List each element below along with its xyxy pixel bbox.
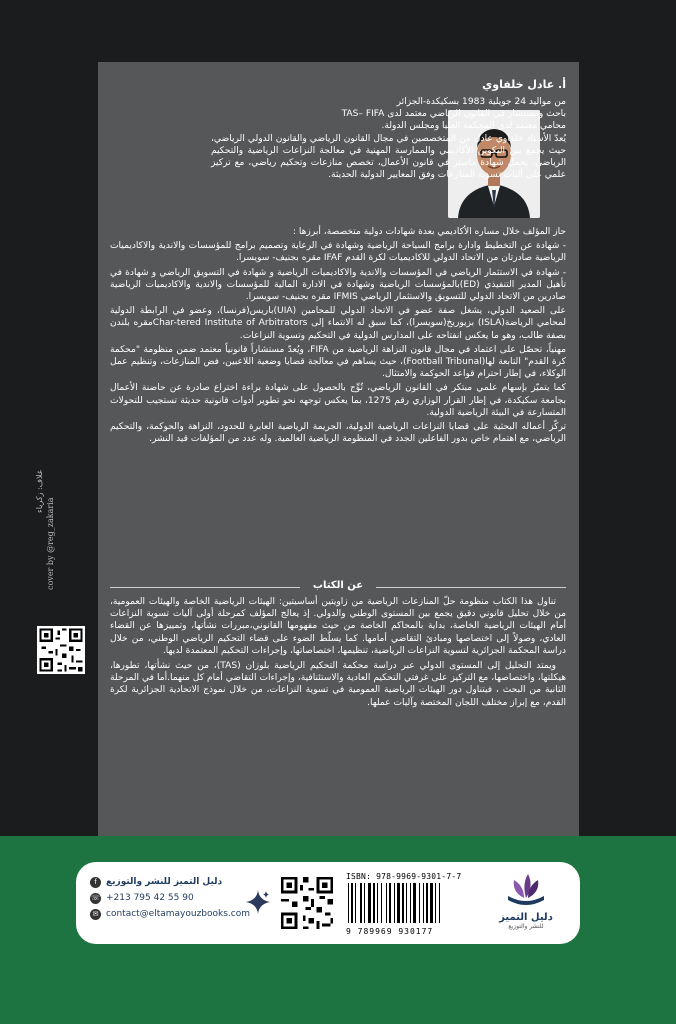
author-bio-top xyxy=(211,96,566,181)
cover-credit-latin: cover by @reg_zakaria xyxy=(46,497,55,590)
author-bio-rest xyxy=(110,226,566,447)
bio-line: يُعدّ الأستاذ خلفاوي عادل من المتخصصين في مجال القانون الرياضي والقانون الدولي الرياضي، حيث يجمع بين التكوين الأكاديمي والممارسة المهنية في معالجة النزاعات الرياضية والتحكيم الرياضي. يحمل شهادة ماستر في قانون الأعمال، تخصص منازعات وتحكيم رياضي، مع تركيز علمي على آليات تسوية المنازعات وفق المعايير الدولية الحديثة. xyxy=(211,133,566,181)
bio-line: محامي معتمد لدى المحكمة العليا ومجلس الدولة. xyxy=(381,121,566,132)
email-icon: ✉ xyxy=(90,909,101,920)
cover-credit xyxy=(34,470,58,590)
email-address: contact@eltamayouzbooks.com xyxy=(106,909,251,919)
about-title: عن الكتاب xyxy=(312,580,364,591)
bio-paragraph: تركّز أعماله البحثية على قضايا النزاعات الرياضية الدولية، الجريمة الرياضية العابرة للحدود، النزاهة والحوكمة، والتحكيم الرياضي، مع اهتمام خاص بدور الفاعلين الجدد في المنظومة الرياضية العالمية. وله عدد من المؤلفات قيد النشر. xyxy=(110,422,566,445)
publisher-phone[interactable] xyxy=(90,890,250,906)
publisher-name: دليل التميز للنشر والتوزيع xyxy=(106,877,223,887)
about-paragraph: تناول هذا الكتاب منظومة حلّ المنازعات الرياضية من زاويتين أساسيتين: الهيئات الرياضية الخاصة والهيئات العمومية، من خلال تحليل قانوني دقيق يجمع بين المستوى الوطني والدولي. إذ يعالج المؤلف كمرحلة أولى آليات تسوية النزاعات أمام الهيئات الرياضية الخاصة، بداية بالمحاكم الخاصة من حيث مفهومها القانوني،مبررات نشأتها، وتمييزها عن القضاء العادي، وصولاً إلى اختصاصها ومبادئ التقاضي أمامها. كما يسلّط الضوء على قضاء التحكيم الرياضي الوطني، من خلال دراسة المحكمة الجزائرية لتسوية النزاعات الرياضية، تنظيمها، اختصاصاتها، وإجراءات التحكيم المعتمدة لديها. xyxy=(110,597,566,656)
phone-number: +213 795 42 55 90 xyxy=(106,893,194,903)
publisher-contact xyxy=(90,874,250,922)
cover-credit-arabic: غلاف: زكرياء xyxy=(35,470,44,513)
bio-paragraph: حاز المؤلف خلال مساره الأكاديمي بعدة شهادات دولية متخصصة، أبرزها : xyxy=(292,227,566,237)
publisher-qr-code[interactable] xyxy=(278,874,336,932)
barcode-digits: 9 789969 930177 xyxy=(346,927,434,936)
about-heading-row xyxy=(110,580,566,594)
facebook-icon: f xyxy=(90,877,101,888)
about-text xyxy=(110,596,566,712)
bio-paragraph: مهنياً، تحصّل على اعتماد في مجال قانون النزاهة الرياضية من FIFA، ويُعدّ مستشاراً قانونياً معتمد ضمن منظومة "محكمة كرة القدم" التابعة لها(Football Tribunal)، حيث يساهم في معالجة قضايا وضعية اللاعبين، فض المنازعات، وتنظيم عمل الوكلاء، في إطار احترام قواعد الحوكمة والامتثال. xyxy=(110,344,566,380)
logo-subtitle: للنشر والتوزيع xyxy=(508,923,544,930)
qr-code[interactable] xyxy=(37,626,85,674)
bio-line: من مواليد 24 جويلية 1983 بسكيكدة-الجزائر xyxy=(396,97,566,107)
bio-paragraph: على الصعيد الدولي، يشغل صفة عضو في الاتحاد الدولي للمحامين (UIA)باريس(فرنسا)، وعضو في الرابطة الدولية لمحامي الرياضة(ISLA) بزيوريخ(سويسرا)، كما سبق له الانتماء إلى Char-tered Institute of Arbitratorsمقره بلندن بصفة طالب، وهو ما يعكس انفتاحه على المدارس الدولية في التحكيم وتسوية النزاعات. xyxy=(110,306,566,341)
author-name: أ. عادل خلفاوي xyxy=(482,78,566,91)
barcode-bars xyxy=(346,883,464,923)
publisher-card xyxy=(76,862,580,944)
bio-paragraph: - شهادة عن التخطيط وادارة برامج السياحة الرياضية وشهادة في الرعاية وتصميم برامج للمؤسسات والاندية والاكاديميات الرياضية صادرتان من الاتحاد الدولي للاكاديميات لكرة القدم IFAF مقره بجنيف- سويسرا. xyxy=(110,241,566,264)
publisher-email[interactable] xyxy=(90,906,250,922)
publisher-logo xyxy=(486,870,566,938)
about-paragraph: ويمتد التحليل إلى المستوى الدولي عبر دراسة محكمة التحكيم الرياضية بلوزان (TAS)، من حيث نشأتها، تطورها، هيكلتها، واختصاصها، مع التركيز على غرفتي التحكيم العادية والاستئنافية، وإجراءات التقاضي أمام كل منهما.أما في المرحلة الثانية من البحث ، فيتناول دور الهيئات الرياضية العمومية في تسوية النزاعات، من خلال نموذج الاتحادية الجزائرية لكرة القدم، مع إبراز مختلف اللجان المختصة وآليات عملها. xyxy=(110,661,566,708)
sparkle-icon xyxy=(244,888,272,916)
barcode xyxy=(346,872,466,936)
book-leaf-logo-icon xyxy=(502,870,550,910)
bio-paragraph: - شهادة في الاستثمار الرياضي في المؤسسات والاندية والاكاديميات الرياضية و شهادة في التسويق الرياضي و شهادة في تأهيل المدير التنفيذي (ED)بالمؤسسات الرياضية وشهادة في الادارة المالية للمؤسسات والاندية والاكاديميات الرياضية صادرين من الاتحاد الدولي للتسويق والاستثمار الرياضي IFMIS مقره بجنيف- سويسرا. xyxy=(110,267,566,303)
publisher-facebook[interactable] xyxy=(90,874,250,890)
logo-title: دليل التميز xyxy=(499,912,553,923)
bio-paragraph: كما يتميّز بإسهام علمي مبتكر في القانون الرياضي، تُوِّج بالحصول على شهادة براءة اختراع صادرة عن حاضنة الأعمال بجامعة سكيكدة، في إطار القرار الوزاري رقم 1275، بما يعكس توجهه نحو تطوير أدوات قانونية حديثة تستجيب للتحولات المتسارعة في البيئة الرياضية الدولية. xyxy=(110,383,566,418)
bio-line: باحث ومستشار في القانون الرياضي معتمد لدى TAS– FIFA xyxy=(341,109,566,120)
isbn-text: ISBN: 978-9969-9301-7-7 xyxy=(346,872,462,881)
phone-icon: ☏ xyxy=(91,893,100,902)
text-panel xyxy=(98,62,579,836)
